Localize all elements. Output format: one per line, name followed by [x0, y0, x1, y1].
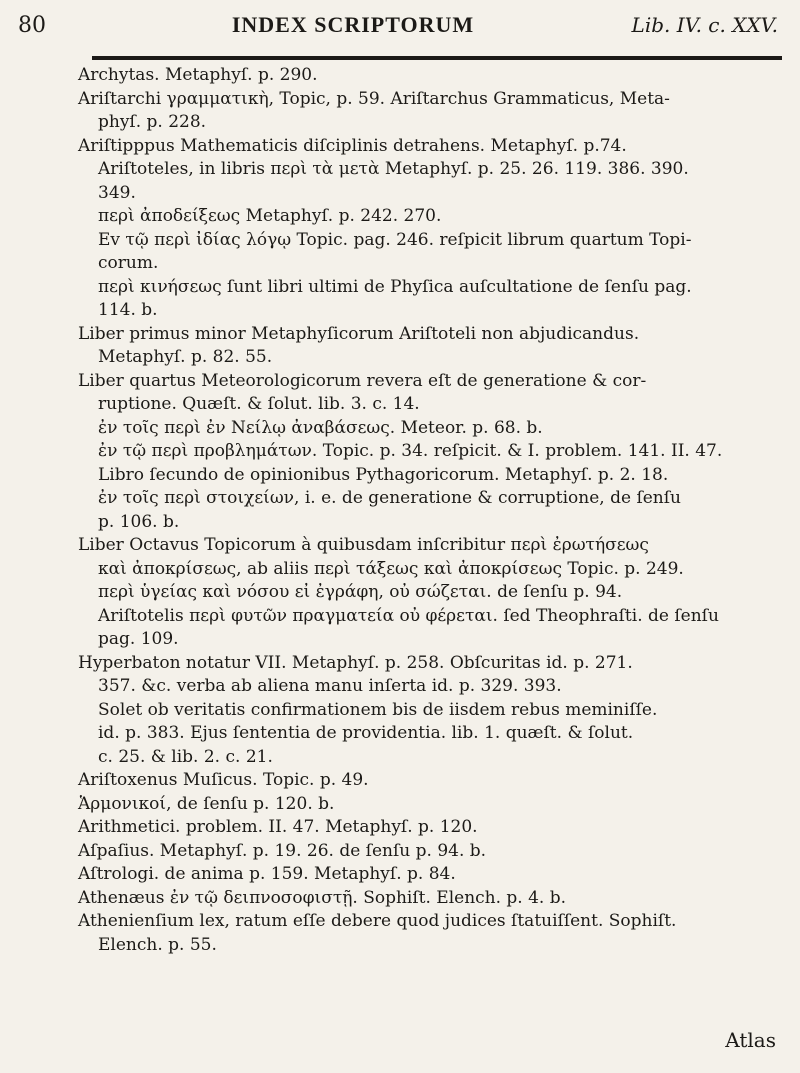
running-title: INDEX SCRIPTORUM — [231, 12, 475, 37]
index-entry — [78, 64, 776, 88]
entry-line: pag. 109. — [98, 629, 179, 649]
entry-line: Metaphyſ. p. 82. 55. — [98, 347, 273, 367]
index-entry — [78, 534, 776, 652]
entry-line: 114. b. — [98, 300, 158, 320]
entry-line: c. 25. & lib. 2. c. 21. — [98, 746, 273, 767]
entry-line: Ariſtipppus Mathematicis diſciplinis detrahens. Metaphyſ. p.74. — [78, 135, 627, 156]
entry-line: Elench. p. 55. — [98, 934, 217, 955]
entry-line: Liber quartus Meteorologicorum revera eſt de generatione & cor- — [78, 370, 647, 391]
entry-line: Liber Octavus Topicorum à quibusdam inſcribitur περὶ ἐρωτήσεως — [78, 535, 649, 555]
entry-line: Hyperbaton notatur VII. Metaphyſ. p. 258. Obſcuritas id. p. 271. — [78, 652, 633, 673]
entry-line: Solet ob veritatis confirmationem bis de iisdem rebus meminiſſe. — [98, 699, 658, 720]
entry-line: id. p. 383. Ejus ſententia de providentia. lib. 1. quæſt. & ſolut. — [98, 723, 634, 743]
entry-line: corum. — [98, 253, 159, 273]
entry-line: ἐν τῷ περὶ προβλημάτων. Topic. p. 34. reſpicit. & I. problem. 141. II. 47. — [98, 441, 723, 461]
entry-line: Arithmetici. problem. II. 47. Metaphyſ. p. 120. — [78, 817, 478, 837]
entry-line: Liber primus minor Metaphyſicorum Ariſtoteli non abjudicandus. — [78, 323, 640, 344]
entry-line: περὶ ὑγείας καὶ νόσου εἰ ἐγράφη, οὐ σώζεται. de ſenſu p. 94. — [98, 582, 623, 602]
entry-line: καὶ ἀποκρίσεως, ab aliis περὶ τάξεως καὶ ἀποκρίσεως Topic. p. 249. — [98, 558, 684, 579]
entry-line: Athenienſium lex, ratum eſſe debere quod judices ſtatuiſſent. Sophiſt. — [78, 911, 677, 931]
entry-line: Ariſtotelis περὶ φυτῶν πραγματεία οὐ φέρεται. ſed Theophraſti. de ſenſu — [98, 605, 719, 626]
index-entry — [78, 135, 776, 323]
index-entry — [78, 793, 776, 817]
entry-line: περὶ ἀποδείξεως Metaphyſ. p. 242. 270. — [98, 206, 442, 226]
entry-line: Aſtrologi. de anima p. 159. Metaphyſ. p. 84. — [78, 864, 456, 884]
index-entry — [78, 370, 776, 535]
entry-line: περὶ κινήσεως ſunt libri ultimi de Phyſica auſcultatione de ſenſu pag. — [98, 276, 692, 297]
index-entry — [78, 816, 776, 840]
index-entry — [78, 323, 776, 370]
running-header — [18, 12, 778, 56]
entry-line: ruptione. Quæſt. & ſolut. lib. 3. c. 14. — [98, 394, 420, 414]
index-entry — [78, 863, 776, 887]
index-entry — [78, 840, 776, 864]
index-entry — [78, 769, 776, 793]
entry-line: Ariſtarchi γραμματικὴ, Topic, p. 59. Ariſtarchus Grammaticus, Meta- — [78, 88, 670, 109]
entry-line: ἐν τοῖς περὶ στοιχείων, i. e. de generatione & corruptione, de ſenſu — [98, 488, 681, 508]
entry-line: Aſpaſius. Metaphyſ. p. 19. 26. de ſenſu p. 94. b. — [78, 840, 487, 861]
entry-line: Ἁρμονικοί, de ſenſu p. 120. b. — [78, 793, 335, 814]
header-rule — [92, 56, 782, 60]
index-entry — [78, 88, 776, 135]
entry-line: p. 106. b. — [98, 511, 180, 532]
entry-line: Athenæus ἐν τῷ δειπνοσοφιστῇ. Sophiſt. Elench. p. 4. b. — [78, 887, 567, 908]
index-entry — [78, 652, 776, 770]
entry-line: Ariſtoteles, in libris περὶ τὰ μετὰ Metaphyſ. p. 25. 26. 119. 386. 390. — [98, 159, 689, 179]
catchword: Atlas — [725, 1028, 776, 1052]
entry-line: 349. — [98, 182, 136, 203]
index-entry — [78, 910, 776, 957]
entry-line: Ev τῷ περὶ ἰδίας λόγῳ Topic. pag. 246. reſpicit librum quartum Topi- — [98, 229, 692, 250]
entry-line: Ariſtoxenus Muſicus. Topic. p. 49. — [78, 770, 369, 790]
book-chapter-reference: Lib. IV. c. XXV. — [631, 13, 778, 37]
entry-line: Libro ſecundo de opinionibus Pythagoricorum. Metaphyſ. p. 2. 18. — [98, 464, 669, 485]
entry-line: phyſ. p. 228. — [98, 112, 207, 132]
entry-line: Archytas. Metaphyſ. p. 290. — [78, 65, 318, 85]
entry-line: 357. &c. verba ab aliena manu inſerta id. p. 329. 393. — [98, 676, 562, 696]
entry-line: ἐν τοῖς περὶ ἐν Νείλῳ ἀναβάσεως. Meteor. p. 68. b. — [98, 417, 543, 438]
page-number: 80 — [18, 13, 46, 38]
index-entries — [78, 64, 776, 957]
index-entry — [78, 887, 776, 911]
